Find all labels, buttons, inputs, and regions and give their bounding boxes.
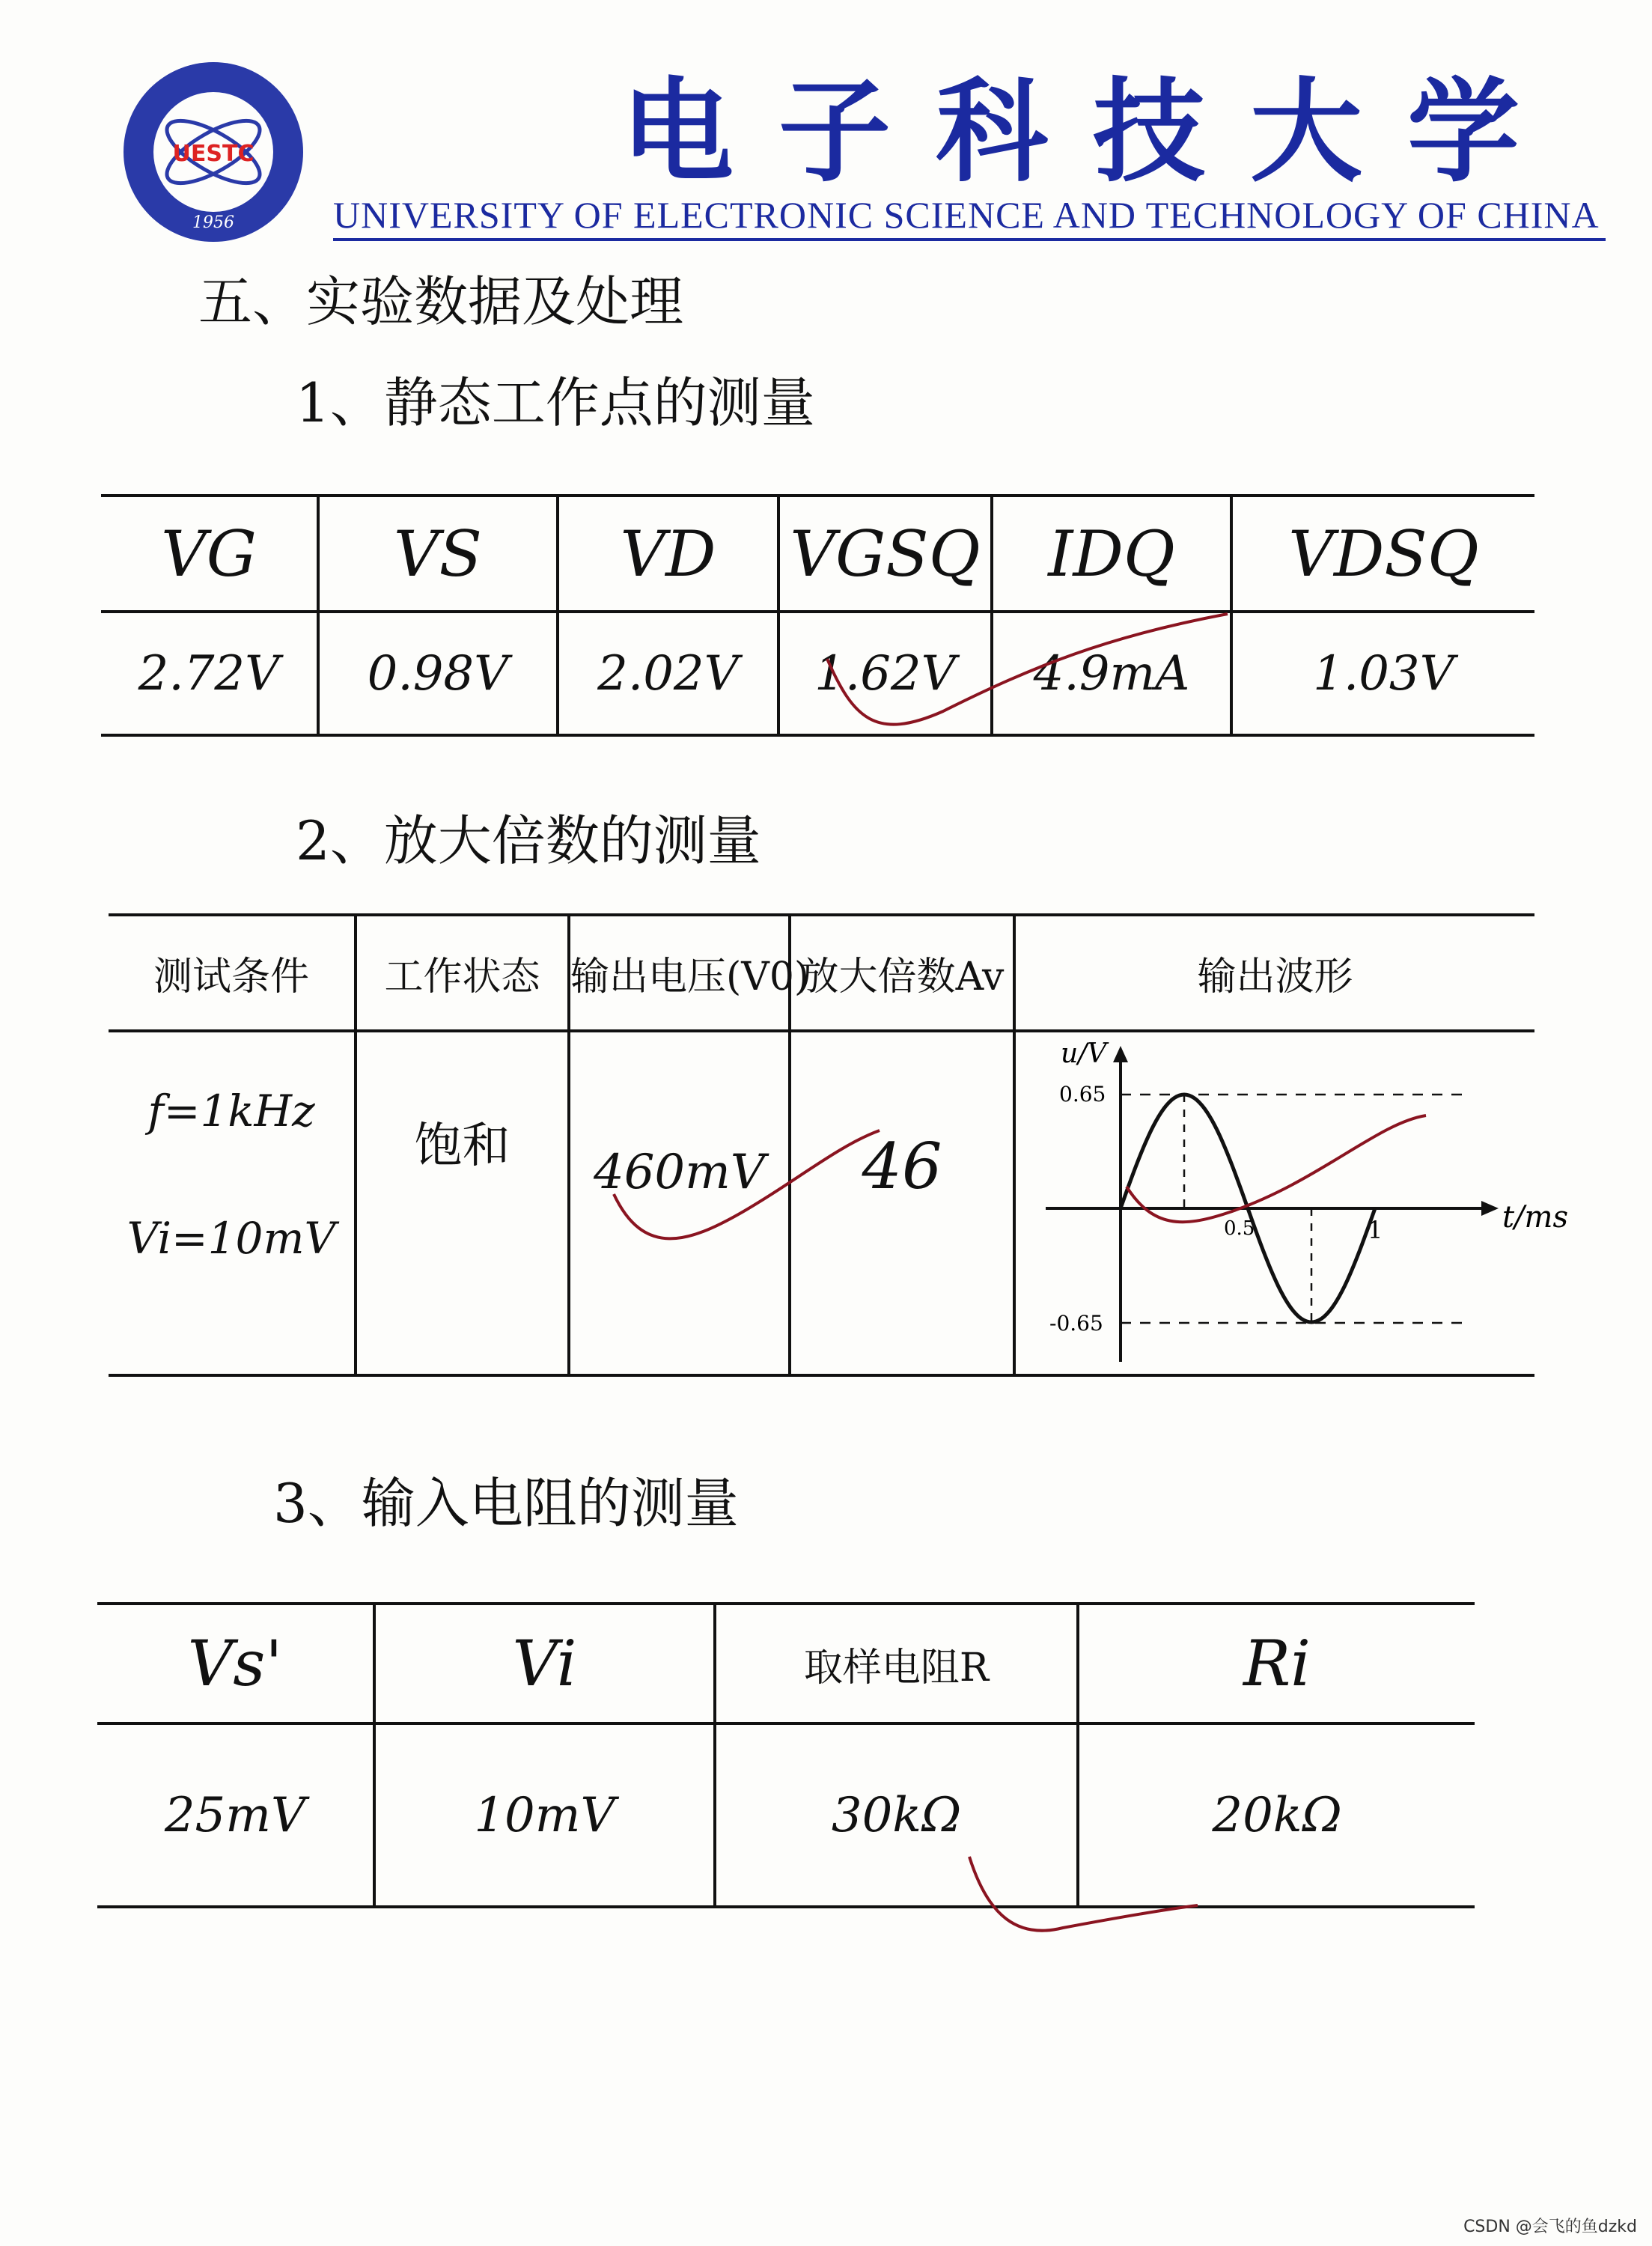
static-point-table [101,494,1534,737]
value-vd: 2.02V [558,612,778,735]
working-state-value: 饱和 [356,1031,569,1375]
header-vs-prime: Vs' [97,1604,374,1723]
header-rule [333,238,1606,241]
header-sampling-resistor: 取样电阻R [715,1604,1078,1723]
header-vs: VS [318,496,558,612]
x-axis-label: t/ms [1502,1200,1569,1235]
y-tick-positive: 0.65 [1059,1082,1106,1107]
value-vs-prime: 25mV [97,1723,374,1907]
header-output-waveform: 输出波形 [1014,915,1534,1031]
y-axis-label: u/V [1061,1038,1107,1069]
value-vdsq: 1.03V [1231,612,1534,735]
header-vg: VG [101,496,318,612]
value-sampling-resistor: 30kΩ [715,1723,1078,1907]
x-tick-one: 1 [1368,1216,1383,1244]
value-ri: 20kΩ [1078,1723,1475,1907]
value-vgsq: 1.62V [778,612,992,735]
logo-year: 1956 [192,213,234,232]
footer-watermark: CSDN @会飞的鱼dzkd [1463,2218,1637,2236]
value-vs: 0.98V [318,612,558,735]
header-vi: Vi [374,1604,715,1723]
header-working-state: 工作状态 [356,915,569,1031]
header-gain: 放大倍数Av [790,915,1014,1031]
waveform-cell [1014,1031,1569,1375]
condition-frequency: f=1kHz [147,1086,315,1136]
x-tick-half: 0.5 [1224,1217,1255,1240]
header-vgsq: VGSQ [778,496,992,612]
input-resistance-table [97,1602,1475,1908]
header-idq: IDQ [992,496,1231,612]
university-logo [120,58,307,246]
value-vg: 2.72V [101,612,318,735]
condition-input-voltage: Vi=10mV [127,1213,336,1264]
university-name-english: UNIVERSITY OF ELECTRONIC SCIENCE AND TECHNOLOGY OF CHINA [333,194,1600,236]
x-axis-arrow [1481,1201,1499,1216]
y-axis-arrow [1113,1046,1128,1062]
waveform-plot [1016,1032,1569,1377]
header-ri: Ri [1078,1604,1475,1723]
university-name-chinese: 电子科技大学 [621,66,1565,198]
header-output-voltage: 输出电压(V0) [569,915,790,1031]
output-voltage-value: 460mV [569,1031,790,1375]
gain-table [109,913,1569,1377]
value-vi: 10mV [374,1723,715,1907]
header-vdsq: VDSQ [1231,496,1534,612]
header-test-condition: 测试条件 [109,915,356,1031]
logo-text: UESTC [172,141,254,167]
part1-title: 1、静态工作点的测量 [296,371,815,434]
y-tick-negative: -0.65 [1049,1311,1103,1336]
gain-value: 46 [790,1031,1014,1375]
part3-title: 3、输入电阻的测量 [273,1472,739,1535]
section-title: 五、实验数据及处理 [198,270,684,333]
header-vd: VD [558,496,778,612]
value-idq: 4.9mA [992,612,1231,735]
part2-title: 2、放大倍数的测量 [296,809,761,872]
